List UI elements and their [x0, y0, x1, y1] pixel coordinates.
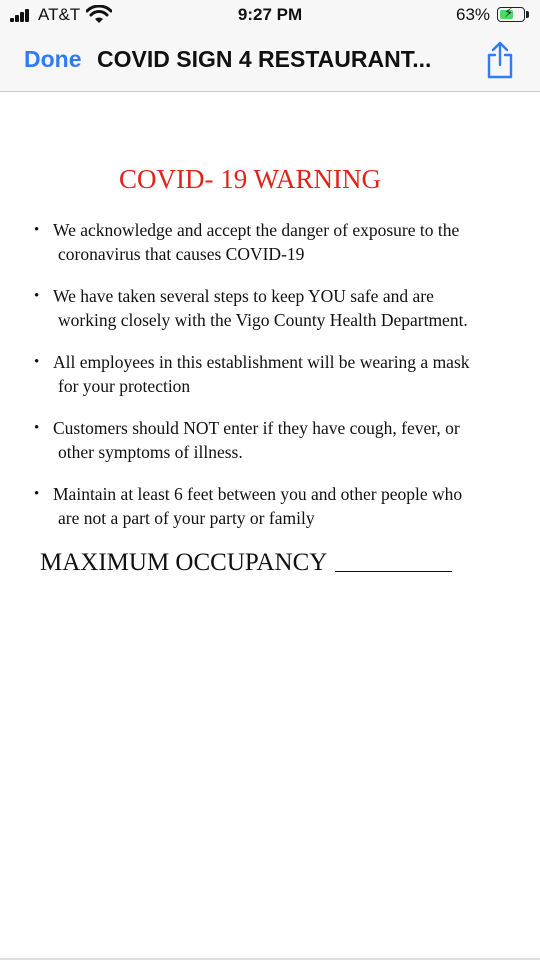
- bullet-line-2: other symptoms of illness.: [58, 442, 243, 462]
- bullet-line-1: Maintain at least 6 feet between you and other people who: [53, 484, 463, 504]
- done-button[interactable]: Done: [24, 46, 82, 72]
- bullet-line-1: We have taken several steps to keep YOU safe and are: [53, 286, 434, 306]
- bullet-line-1: All employees in this establishment will be wearing a mask: [53, 352, 470, 372]
- bullet-line-2: are not a part of your party or family: [58, 508, 315, 528]
- warning-list: [34, 218, 504, 548]
- occupancy-blank-line: [335, 549, 452, 572]
- bullet-line-2: for your protection: [58, 376, 191, 396]
- carrier-name: AT&T: [38, 5, 81, 24]
- battery-tip: [526, 11, 529, 18]
- document-title: COVID SIGN 4 RESTAURANT...: [97, 46, 432, 72]
- maximum-occupancy: [40, 549, 452, 577]
- bullet-dot: •: [34, 354, 40, 370]
- bullet-line-2: coronavirus that causes COVID-19: [58, 244, 305, 264]
- list-item: [34, 350, 504, 398]
- status-bar: [0, 0, 540, 30]
- list-item: [34, 482, 504, 530]
- list-item: [34, 218, 504, 266]
- charging-bolt-icon: ⚡: [504, 5, 514, 20]
- bullet-dot: •: [34, 288, 40, 304]
- bullet-dot: •: [34, 222, 40, 238]
- warning-heading: COVID- 19 WARNING: [119, 164, 381, 194]
- nav-bar: [0, 30, 540, 92]
- list-item: [34, 416, 504, 464]
- bullet-line-1: We acknowledge and accept the danger of exposure to the: [53, 220, 460, 240]
- list-item: [34, 284, 504, 332]
- document-page: [0, 92, 540, 960]
- share-icon[interactable]: [484, 40, 516, 80]
- bullet-line-2: working closely with the Vigo County Health Department.: [58, 310, 468, 330]
- bullet-line-1: Customers should NOT enter if they have cough, fever, or: [53, 418, 460, 438]
- clock: 9:27 PM: [237, 5, 303, 24]
- bullet-dot: •: [34, 486, 40, 502]
- occupancy-label: MAXIMUM OCCUPANCY: [40, 549, 328, 576]
- battery-percent: 63%: [456, 5, 491, 24]
- bullet-dot: •: [34, 420, 40, 436]
- battery-icon: [497, 7, 525, 22]
